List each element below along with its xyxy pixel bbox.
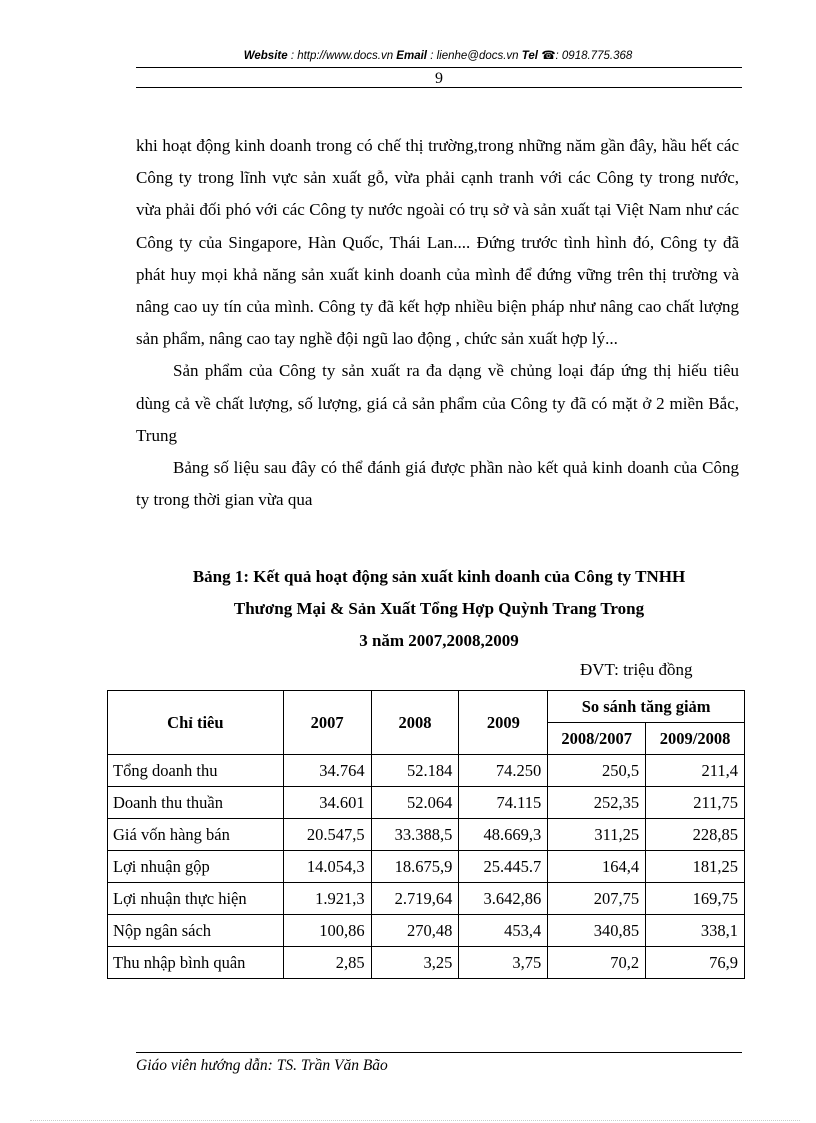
footer-rule [136, 1052, 742, 1053]
value-cell: 250,5 [548, 755, 646, 787]
paragraph-1: khi hoạt động kinh doanh trong có chế thị trường,trong những năm gần đây, hầu hết các Công ty trong lĩnh vực sản xuất gỗ, vừa phải cạnh tranh với các Công ty trong nước, vừa phải đối phó với các Công ty nước ngoài có trụ sở và sản xuất tại Việt Nam như các Công ty của Singapore, Hàn Quốc, Thái Lan.... Đứng trước tình hình đó, Công ty đã phát huy mọi khả năng sản xuất kinh doanh của mình để đứng vững trên thị trường và nâng cao uy tín của mình. Công ty đã kết hợp nhiều biện pháp như nâng cao chất lượng sản phẩm, nâng cao tay nghề đội ngũ lao động , chức sản xuất hợp lý... [136, 136, 739, 349]
value-cell: 211,4 [646, 755, 745, 787]
table-row [108, 819, 745, 851]
header-2009: 2009 [459, 691, 548, 755]
header-rule-top [136, 67, 742, 68]
table-row [108, 851, 745, 883]
table-row [108, 755, 745, 787]
table-row [108, 883, 745, 915]
value-cell: 74.115 [459, 787, 548, 819]
header-comparison: So sánh tăng giảm [548, 691, 745, 723]
row-label-cell: Thu nhập bình quân [108, 947, 284, 979]
value-cell: 14.054,3 [283, 851, 371, 883]
table-body [108, 755, 745, 979]
telephone-icon: ☎ [541, 50, 556, 62]
row-label-cell: Lợi nhuận gộp [108, 851, 284, 883]
website-url: : http://www.docs.vn [290, 50, 394, 62]
page-edge-divider [30, 1120, 800, 1121]
header-2009-2008: 2009/2008 [646, 723, 745, 755]
row-label-cell: Tổng doanh thu [108, 755, 284, 787]
value-cell: 164,4 [548, 851, 646, 883]
value-cell: 169,75 [646, 883, 745, 915]
value-cell: 70,2 [548, 947, 646, 979]
row-label-cell: Doanh thu thuần [108, 787, 284, 819]
value-cell: 453,4 [459, 915, 548, 947]
website-label: Website [243, 50, 288, 62]
email-value: : lienhe@docs.vn [430, 50, 519, 62]
value-cell: 338,1 [646, 915, 745, 947]
table-title [136, 561, 742, 657]
value-cell: 252,35 [548, 787, 646, 819]
header-2008-2007: 2008/2007 [548, 723, 646, 755]
value-cell: 1.921,3 [283, 883, 371, 915]
value-cell: 33.388,5 [371, 819, 459, 851]
table-title-line-3: 3 năm 2007,2008,2009 [359, 631, 519, 650]
value-cell: 181,25 [646, 851, 745, 883]
value-cell: 76,9 [646, 947, 745, 979]
paragraph-3: Bảng số liệu sau đây có thể đánh giá được phần nào kết quả kinh doanh của Công ty trong thời gian vừa qua [136, 458, 739, 510]
value-cell: 20.547,5 [283, 819, 371, 851]
tel-label: Tel [521, 50, 538, 62]
paragraph-2: Sản phẩm của Công ty sản xuất ra đa dạng về chủng loại đáp ứng thị hiếu tiêu dùng cả về chất lượng, số lượng, giá cả sản phẩm của Công ty đã có mặt ở 2 miền Bắc, Trung [136, 361, 739, 445]
value-cell: 34.764 [283, 755, 371, 787]
value-cell: 211,75 [646, 787, 745, 819]
footer-text: Giáo viên hướng dẫn: TS. Trần Văn Bão [136, 1057, 388, 1074]
value-cell: 34.601 [283, 787, 371, 819]
value-cell: 2.719,64 [371, 883, 459, 915]
value-cell: 3.642,86 [459, 883, 548, 915]
table-header-row [108, 691, 745, 723]
value-cell: 18.675,9 [371, 851, 459, 883]
page-number: 9 [435, 70, 443, 87]
value-cell: 228,85 [646, 819, 745, 851]
table-title-line-2: Thương Mại & Sản Xuất Tổng Hợp Quỳnh Trang Trong [233, 599, 645, 618]
value-cell: 48.669,3 [459, 819, 548, 851]
value-cell: 52.064 [371, 787, 459, 819]
header-rule-bottom [136, 87, 742, 88]
row-label-cell: Giá vốn hàng bán [108, 819, 284, 851]
header-2008: 2008 [371, 691, 459, 755]
table-row [108, 787, 745, 819]
row-label-cell: Nộp ngân sách [108, 915, 284, 947]
unit-label: ĐVT: triệu đồng [580, 660, 693, 679]
value-cell: 311,25 [548, 819, 646, 851]
row-label-cell: Lợi nhuận thực hiện [108, 883, 284, 915]
table-row [108, 947, 745, 979]
header-2007: 2007 [283, 691, 371, 755]
tel-value: : 0918.775.368 [555, 50, 633, 62]
table-row [108, 915, 745, 947]
value-cell: 207,75 [548, 883, 646, 915]
value-cell: 25.445.7 [459, 851, 548, 883]
table-title-line-1: Bảng 1: Kết quả hoạt động sản xuất kinh doanh của Công ty TNHH [192, 567, 686, 586]
value-cell: 270,48 [371, 915, 459, 947]
value-cell: 74.250 [459, 755, 548, 787]
value-cell: 340,85 [548, 915, 646, 947]
page-header [136, 48, 740, 62]
email-label: Email [396, 50, 427, 62]
header-indicator: Chỉ tiêu [108, 691, 284, 755]
value-cell: 100,86 [283, 915, 371, 947]
value-cell: 52.184 [371, 755, 459, 787]
value-cell: 3,25 [371, 947, 459, 979]
results-table [107, 690, 745, 979]
value-cell: 3,75 [459, 947, 548, 979]
body-text [136, 130, 739, 516]
value-cell: 2,85 [283, 947, 371, 979]
